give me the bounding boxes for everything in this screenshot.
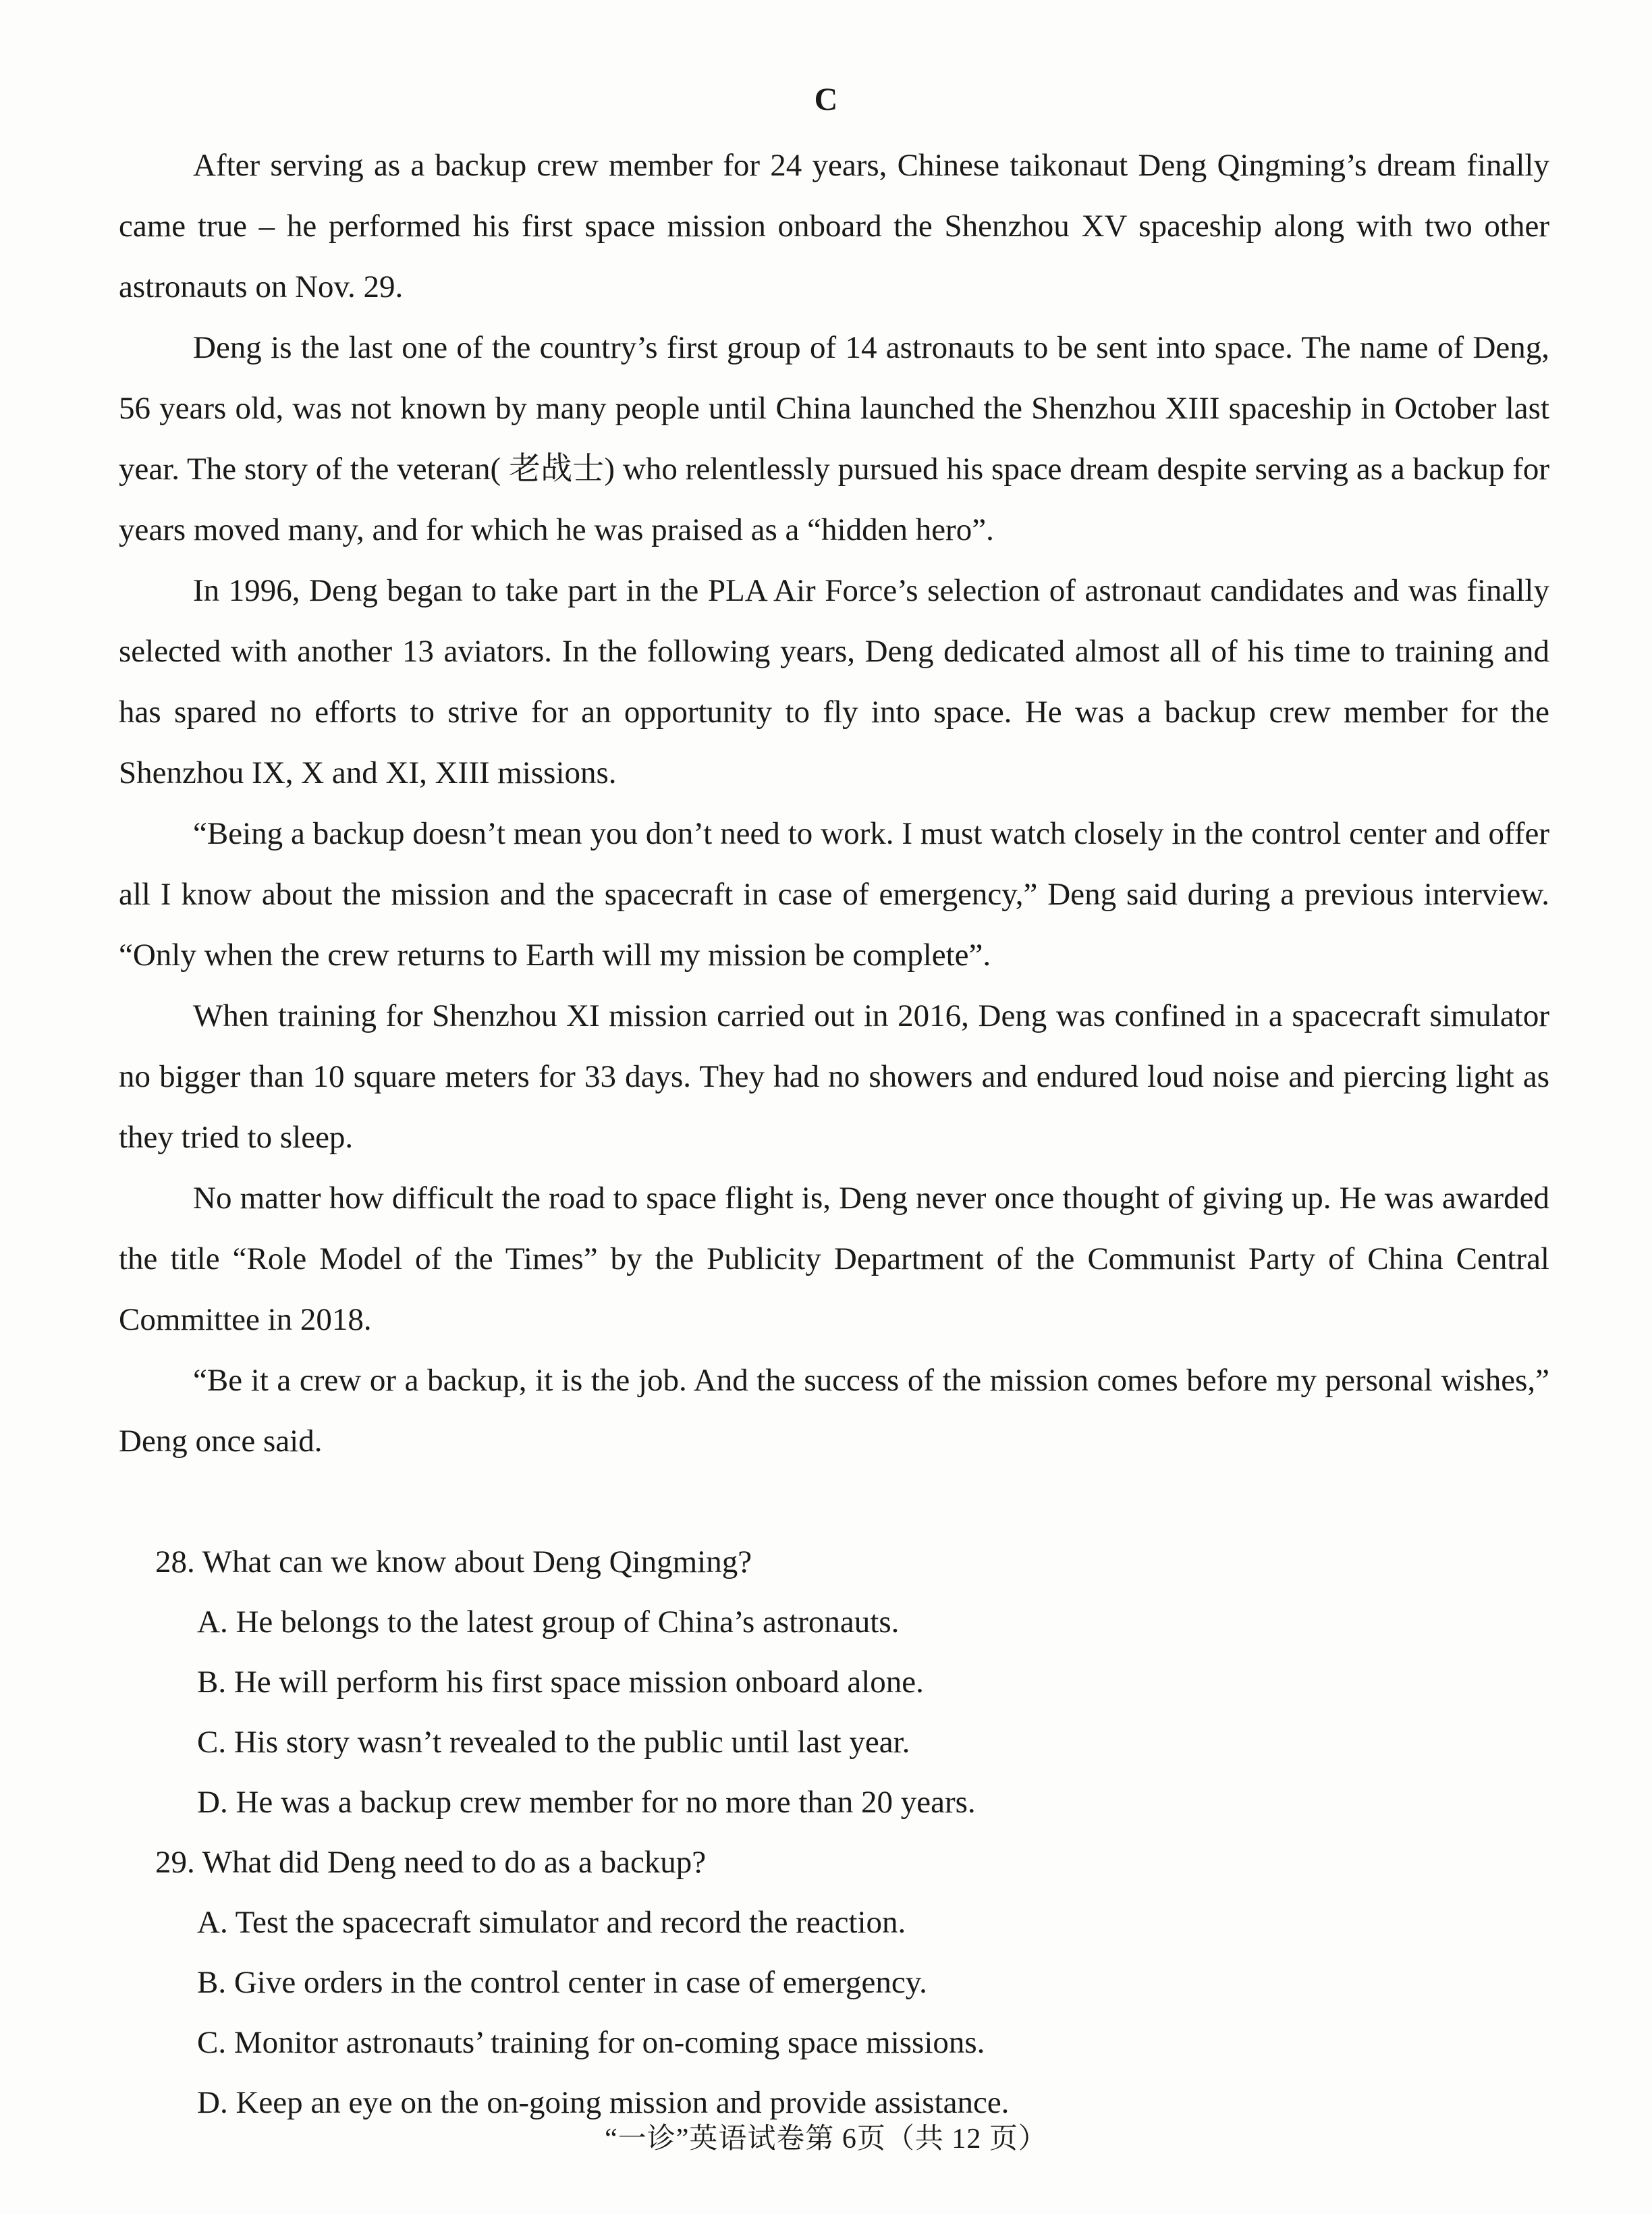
option-c: C. His story wasn’t revealed to the public until last year. (197, 1725, 910, 1760)
option-b: B. Give orders in the control center in case of emergency. (197, 1965, 927, 2000)
option-b: B. He will perform his first space mission onboard alone. (197, 1665, 924, 1700)
reading-passage (119, 135, 1549, 1472)
question-stem: 29. What did Deng need to do as a backup? (155, 1845, 707, 1880)
page-footer: “一诊”英语试卷第 6页（共 12 页） (605, 2124, 1047, 2155)
option-a: A. Test the spacecraft simulator and record the reaction. (197, 1905, 906, 1940)
question-list (155, 1532, 1545, 2133)
option-c: C. Monitor astronauts’ training for on-coming space missions. (197, 2025, 985, 2060)
question-29 (155, 1833, 1545, 2133)
passage-paragraph: “Be it a crew or a backup, it is the job. And the success of the mission comes before my personal wishes,” Deng once said. (119, 1363, 1549, 1459)
passage-paragraph: Deng is the last one of the country’s first group of 14 astronauts to be sent into space. The name of Deng, 56 years old, was not known by many people until China launched the Shenzhou XIII spaceship in October last year. The story of the veteran( 老战士) who relentlessly pursued his space dream despite serving as a backup for years moved many, and for which he was praised as a “hidden hero”. (119, 330, 1549, 547)
option-d: D. Keep an eye on the on-going mission and provide assistance. (197, 2085, 1010, 2120)
question-stem: 28. What can we know about Deng Qingming? (155, 1544, 752, 1580)
option-a: A. He belongs to the latest group of China’s astronauts. (197, 1604, 900, 1640)
passage-paragraph: When training for Shenzhou XI mission carried out in 2016, Deng was confined in a spacecraft simulator no bigger than 10 square meters for 33 days. They had no showers and endured loud noise and piercing light as they tried to sleep. (119, 998, 1549, 1155)
section-label: C (814, 82, 838, 117)
passage-paragraph: In 1996, Deng began to take part in the PLA Air Force’s selection of astronaut candidates and was finally selected with another 13 aviators. In the following years, Deng dedicated almost all of his time to training and has spared no efforts to strive for an opportunity to fly into space. He was a backup crew member for the Shenzhou IX, X and XI, XIII missions. (119, 573, 1549, 790)
passage-paragraph: No matter how difficult the road to space flight is, Deng never once thought of giving up. He was awarded the title “Role Model of the Times” by the Publicity Department of the Communist Party of China Central Committee in 2018. (119, 1181, 1549, 1337)
passage-paragraph: After serving as a backup crew member for 24 years, Chinese taikonaut Deng Qingming’s dream finally came true – he performed his first space mission onboard the Shenzhou XV spaceship along with two other astronauts on Nov. 29. (119, 148, 1549, 304)
option-d: D. He was a backup crew member for no more than 20 years. (197, 1785, 976, 1820)
question-28 (155, 1532, 1545, 1833)
passage-paragraph: “Being a backup doesn’t mean you don’t need to work. I must watch closely in the control center and offer all I know about the mission and the spacecraft in case of emergency,” Deng said during a previous interview. “Only when the crew returns to Earth will my mission be complete”. (119, 816, 1549, 973)
